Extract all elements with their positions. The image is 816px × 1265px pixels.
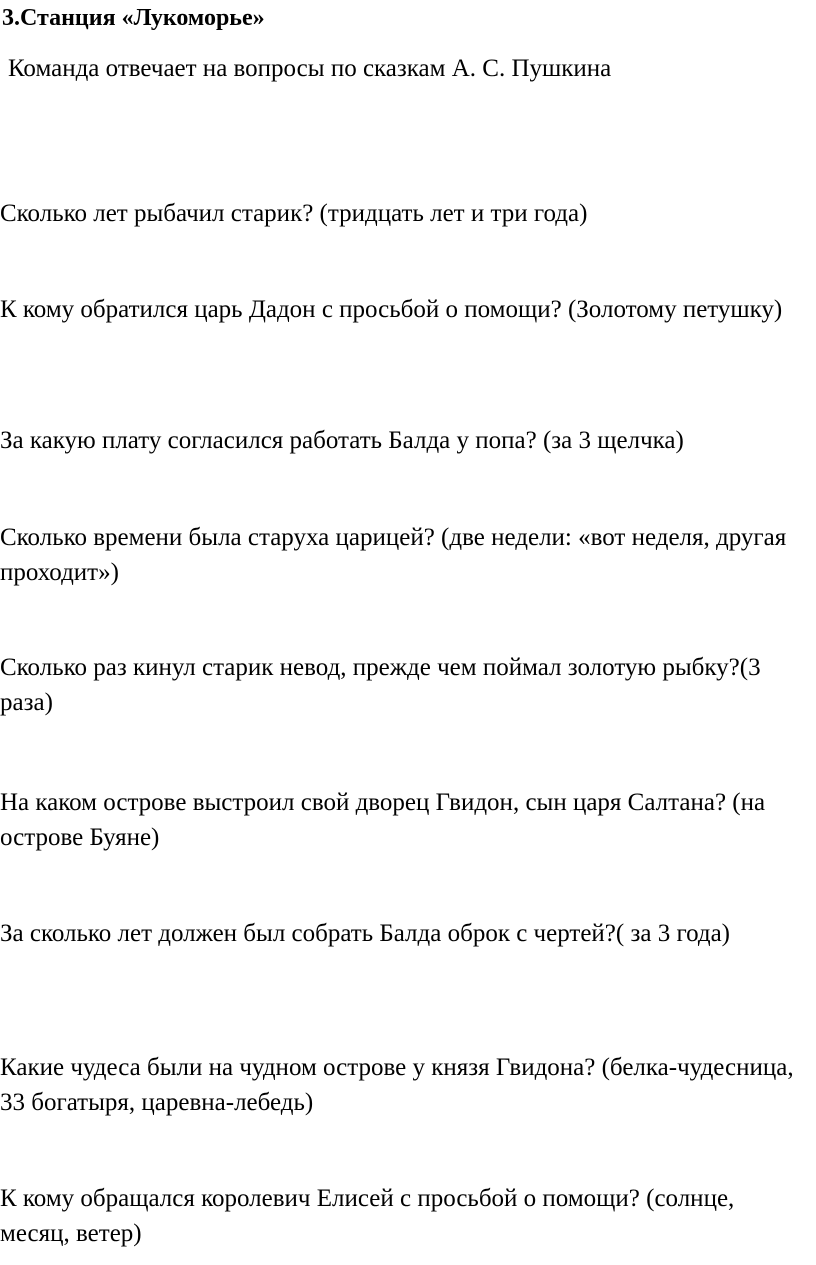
question-5: Сколько раз кинул старик невод, прежде чем поймал золотую рыбку?(3 раза)	[0, 654, 761, 716]
question-3: За какую плату согласился работать Балда у попа? (за 3 щелчка)	[0, 427, 684, 454]
station-title: 3.Станция «Лукоморье»	[2, 5, 265, 31]
question-6: На каком острове выстроил свой дворец Гвидон, сын царя Салтана? (на острове Буяне)	[0, 789, 766, 851]
question-4: Сколько времени была старуха царицей? (две недели: «вот неделя, другая проходит»)	[0, 524, 787, 586]
question-8: Какие чудеса были на чудном острове у князя Гвидона? (белка-чудесница, 33 богатыря, царевна-лебедь)	[0, 1054, 794, 1116]
question-9: К кому обращался королевич Елисей с просьбой о помощи? (солнце, месяц, ветер)	[0, 1185, 735, 1247]
question-2: К кому обратился царь Дадон с просьбой о помощи? (Золотому петушку)	[0, 296, 783, 323]
question-1: Сколько лет рыбачил старик? (тридцать лет и три года)	[0, 200, 588, 227]
question-7: За сколько лет должен был собрать Балда оброк с чертей?( за 3 года)	[0, 920, 730, 947]
task-description: Команда отвечает на вопросы по сказкам А. С. Пушкина	[8, 55, 612, 82]
